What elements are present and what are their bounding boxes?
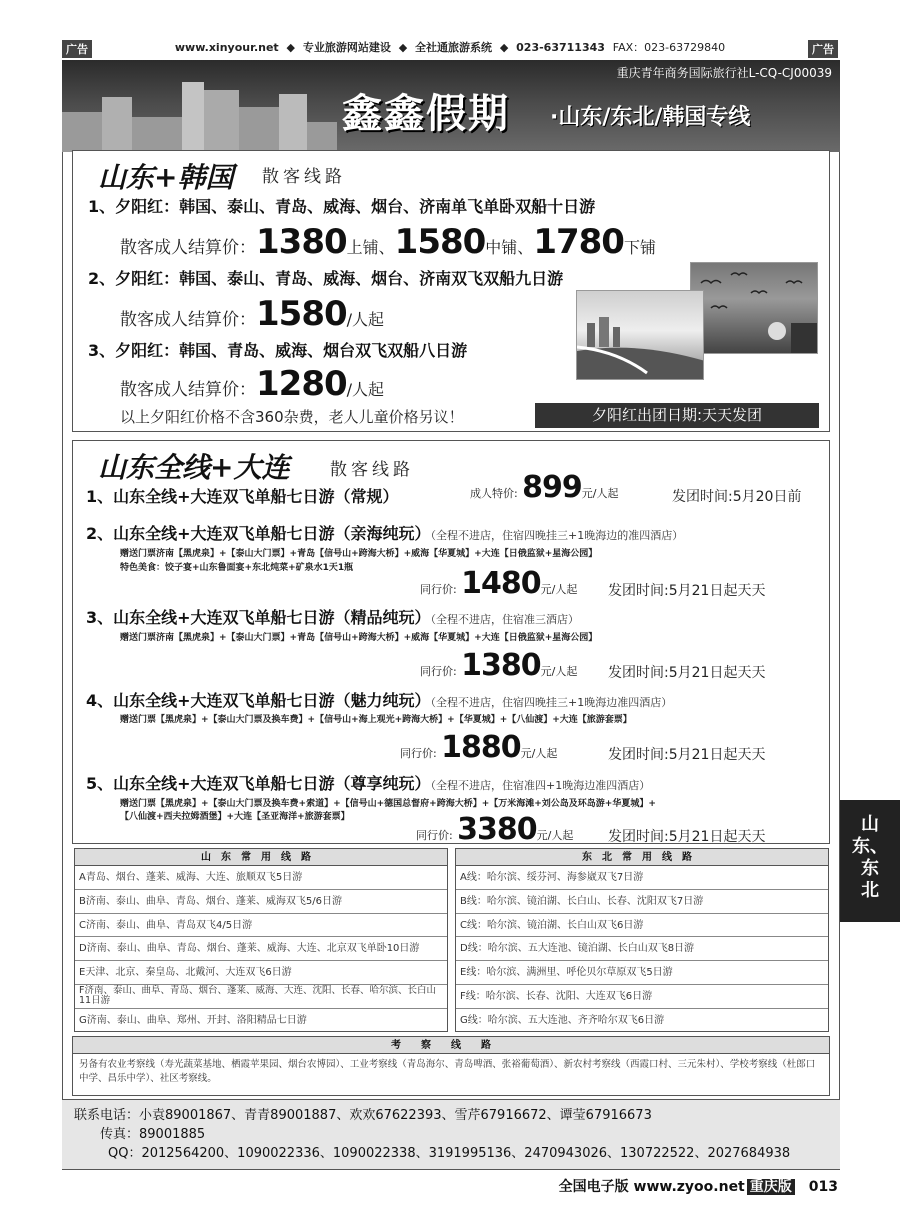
table-row: G线：哈尔滨、五大连池、齐齐哈尔双飞6日游 (460, 1014, 665, 1026)
section2-route-4 (86, 688, 672, 711)
site-url[interactable]: www.xinyour.net (174, 41, 279, 54)
table-row: B线：哈尔滨、镜泊湖、长白山、长春、沈阳双飞7日游 (456, 890, 828, 914)
ad-label-left: 广告 (62, 40, 92, 58)
section2-route-3-price (420, 648, 577, 683)
section1-note: 以上夕阳红价格不含360杂费，老人儿童价格另议！ (120, 408, 464, 426)
price-value: 1380 (461, 648, 541, 683)
route-note: （全程不进店，住宿四晚挂三+1晚海边准四酒店） (430, 696, 673, 709)
table-row: C线：哈尔滨、镜泊湖、长白山双飞6日游 (456, 914, 828, 938)
section2-route-4-gift: 赠送门票【黑虎泉】+【泰山大门票及换车费】+【信号山+海上观光+跨海大桥】+【华夏城】+【八仙渡】+大连【旅游套票】 (120, 715, 632, 725)
table-row: A线：哈尔滨、绥芬河、海参崴双飞7日游 (456, 866, 828, 890)
section2-route-5-gift: 赠送门票【黑虎泉】+【泰山大门票及换车费+索道】+【信号山+德国总督府+跨海大桥】+【万米海滩+刘公岛及环岛游+华夏城】+ (120, 799, 656, 809)
section2-route-2-price (420, 566, 577, 601)
section2-route-5-price (416, 812, 573, 847)
section1-price-1 (120, 222, 656, 262)
section2-route-5 (86, 771, 650, 794)
contact-block (62, 1099, 840, 1169)
top-item-1: 专业旅游网站建设 (302, 41, 391, 54)
section2-title: 山东全线+大连 (98, 451, 290, 484)
section2-route-4-depart: 发团时间:5月21日起天天 (608, 747, 766, 763)
route-title: 2、山东全线+大连双飞单船七日游（亲海纯玩） (86, 524, 431, 543)
brand-tagline: ·山东/东北/韩国专线 (550, 105, 751, 130)
skyline-building (239, 107, 279, 152)
price-value: 1380 (256, 222, 347, 262)
coastal-city-photo (576, 290, 704, 380)
contact-fax: 传真：89001885 (100, 1127, 206, 1142)
table-header: 东北常用线路 (456, 849, 828, 866)
section1-price-3 (120, 364, 384, 404)
section2-subtitle: 散客线路 (330, 460, 414, 480)
price-value: 3380 (457, 812, 537, 847)
side-category-tab (840, 800, 900, 922)
price-label: 同行价: (416, 829, 453, 842)
exam-body: 另备有农业考察线（寿光蔬菜基地、栖霞苹果园、烟台农博园）、工业考察线（青岛海尔、青岛啤酒、张裕葡萄酒）、新农村考察线（西霞口村、三元朱村）、学校考察线（杜郎口中学、昌乐中学）、社区考察线。 (79, 1059, 816, 1084)
section2-route-3-depart: 发团时间:5月21日起天天 (608, 665, 766, 681)
price-prefix: 散客成人结算价： (120, 310, 256, 330)
table-row: F济南、泰山、曲阜、青岛、烟台、蓬莱、威海、大连、沈阳、长春、哈尔滨、长白山11日游 (75, 985, 447, 1009)
table-row: E线：哈尔滨、满洲里、呼伦贝尔草原双飞5日游 (456, 961, 828, 985)
contact-phone: 联系电话：小袁89001867、青青89001887、欢欢67622393、雪芹67916672、谭莹67916673 (74, 1108, 652, 1123)
price-label: 成人特价: (470, 487, 518, 500)
price-value: 1580 (256, 294, 347, 334)
route-title: 4、山东全线+大连双飞单船七日游（魅力纯玩） (86, 691, 431, 710)
section2-route-4-price (400, 730, 557, 765)
top-fax: FAX：023-63729840 (612, 41, 726, 54)
skyline-building (62, 112, 102, 152)
section2-route-1-price (470, 470, 619, 505)
price-unit: 元/人起 (540, 583, 578, 596)
price-unit: 中铺、 (485, 238, 534, 257)
table-row: D线：哈尔滨、五大连池、镜泊湖、长白山双飞8日游 (456, 937, 828, 961)
inspection-routes-box (72, 1036, 830, 1096)
top-item-2: 全社通旅游系统 (415, 41, 492, 54)
section1-price-2 (120, 294, 384, 334)
edition-chip: 重庆版 (747, 1179, 795, 1195)
exam-header: 考察线路 (73, 1037, 829, 1054)
side-tab-char: 东 (861, 858, 879, 879)
table-header: 山东常用线路 (75, 849, 447, 866)
section1-depart-badge: 夕阳红出团日期:天天发团 (535, 403, 819, 428)
page-number: 013 (808, 1179, 838, 1195)
section2-route-2-depart: 发团时间:5月21日起天天 (608, 583, 766, 599)
sunset-seagull-photo (690, 262, 818, 354)
section2-route-3 (86, 605, 579, 628)
price-unit: 下铺 (623, 238, 656, 257)
section1-title: 山东+韩国 (98, 161, 234, 194)
route-title: 1、山东全线+大连双飞单船七日游（常规） (86, 487, 399, 506)
skyline-building (204, 90, 239, 152)
contact-qq: QQ：2012564200、1090022336、1090022338、3191995136、2470943026、130722522、2027684938 (108, 1146, 791, 1161)
side-tab-char: 山 (861, 814, 879, 835)
route-title: 3、山东全线+大连双飞单船七日游（精品纯玩） (86, 608, 431, 627)
price-unit: 元/人起 (581, 487, 619, 500)
shandong-routes-table (74, 848, 448, 1032)
diamond-icon: ◆ (499, 41, 509, 54)
section2-route-5-gift-cont: 【八仙渡+西夫拉姆酒堡】+大连【圣亚海洋+旅游套票】 (120, 812, 350, 822)
table-row: C济南、泰山、曲阜、青岛双飞4/5日游 (75, 914, 447, 938)
footer-label[interactable]: 全国电子版 www.zyoo.net (558, 1179, 745, 1195)
price-value: 1480 (461, 566, 541, 601)
table-row: B济南、泰山、曲阜、青岛、烟台、蓬莱、威海双飞5/6日游 (75, 890, 447, 914)
route-note: （全程不进店，住宿准三酒店） (430, 613, 580, 626)
header-banner (62, 60, 840, 152)
ad-label-right: 广告 (808, 40, 838, 58)
skyline-building (182, 82, 204, 152)
coast-image (577, 291, 704, 380)
table-row: F线：哈尔滨、长春、沈阳、大连双飞6日游 (456, 985, 828, 1009)
seagull-image (691, 263, 818, 354)
top-phone: 023-63711343 (516, 41, 605, 54)
price-unit: 元/人起 (540, 665, 578, 678)
price-value: 899 (522, 470, 582, 505)
price-prefix: 散客成人结算价： (120, 380, 256, 400)
table-row: A青岛、烟台、蓬莱、威海、大连、旅顺双飞5日游 (75, 866, 447, 890)
section2-route-5-depart: 发团时间:5月21日起天天 (608, 829, 766, 845)
price-value: 1280 (256, 364, 347, 404)
section2-route-2 (86, 521, 683, 544)
section1-route-3: 3、夕阳红：韩国、青岛、威海、烟台双飞双船八日游 (88, 341, 468, 360)
price-label: 同行价: (400, 747, 437, 760)
route-title: 5、山东全线+大连双飞单船七日游（尊享纯玩） (86, 774, 431, 793)
section2-route-1 (86, 484, 399, 507)
price-unit: 上铺、 (346, 238, 395, 257)
section2-route-3-gift: 赠送门票济南【黑虎泉】+【泰山大门票】+青岛【信号山+跨海大桥】+威海【华夏城】+大连【日俄监狱+星海公园】 (120, 633, 598, 643)
top-info-line (0, 39, 900, 55)
side-tab-char: 东、 (852, 836, 888, 857)
price-unit: 元/人起 (520, 747, 558, 760)
table-row: E天津、北京、秦皇岛、北戴河、大连双飞6日游 (75, 961, 447, 985)
route-note: （全程不进店，住宿四晚挂三+1晚海边的准四酒店） (430, 529, 684, 542)
price-unit: /人起 (346, 380, 385, 399)
brand-title: 鑫鑫假期 (342, 90, 510, 137)
route-note: （全程不进店，住宿准四+1晚海边准四酒店） (430, 779, 651, 792)
skyline-building (307, 122, 337, 152)
diamond-icon: ◆ (398, 41, 408, 54)
price-unit: /人起 (346, 310, 385, 329)
page-footer (559, 1176, 838, 1196)
section2-route-1-depart: 发团时间:5月20日前 (672, 489, 802, 505)
skyline-building (132, 117, 182, 152)
price-value: 1780 (533, 222, 624, 262)
table-row: G济南、泰山、曲阜、郑州、开封、洛阳精品七日游 (79, 1014, 307, 1026)
section1-route-1: 1、夕阳红：韩国、泰山、青岛、威海、烟台、济南单飞单卧双船十日游 (88, 197, 596, 216)
section1-subtitle: 散客线路 (262, 167, 346, 187)
price-label: 同行价: (420, 665, 457, 678)
agency-license: 重庆青年商务国际旅行社L-CQ-CJ00039 (616, 66, 832, 80)
price-prefix: 散客成人结算价： (120, 238, 256, 258)
skyline-building (279, 94, 307, 152)
section2-route-2-gift: 赠送门票济南【黑虎泉】+【泰山大门票】+青岛【信号山+跨海大桥】+威海【华夏城】+大连【日俄监狱+星海公园】 (120, 549, 598, 559)
northeast-routes-table (455, 848, 829, 1032)
diamond-icon: ◆ (286, 41, 295, 54)
skyline-building (102, 97, 132, 152)
price-value: 1580 (394, 222, 486, 262)
section1-route-2: 2、夕阳红：韩国、泰山、青岛、威海、烟台、济南双飞双船九日游 (88, 269, 564, 288)
table-row: D济南、泰山、曲阜、青岛、烟台、蓬莱、威海、大连、北京双飞单卧10日游 (75, 937, 447, 961)
price-value: 1880 (441, 730, 521, 765)
section2-route-2-food: 特色美食：饺子宴+山东鲁面宴+东北炖菜+矿泉水1天1瓶 (120, 563, 354, 573)
side-tab-char: 北 (861, 880, 879, 901)
price-label: 同行价: (420, 583, 457, 596)
price-unit: 元/人起 (536, 829, 574, 842)
